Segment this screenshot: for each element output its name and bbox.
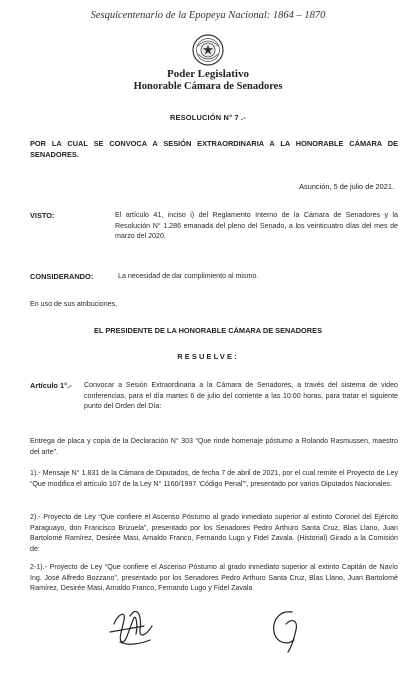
resolution-date: Asunción, 5 de julio de 2021. [299, 182, 394, 191]
considerando-label: CONSIDERANDO: [30, 272, 94, 281]
article-1-label: Artículo 1°.- [30, 381, 72, 390]
visto-label: VISTO: [30, 211, 55, 220]
agenda-item: Entrega de placa y copia de la Declaración N° 303 “Que rinde homenaje póstumo a Rolando Rasmussen, maestro del arte”. [30, 437, 398, 456]
agenda-item: 2-1).- Proyecto de Ley “Que confiere el Ascenso Póstumo al grado inmediato superior al extinto Capitán de Navío Ing. José Alfredo Bozzano”, presentado por los Senadores Pedro Arthuro Santa Cruz, Blas Llano, Juan Bartolomé Ramírez, Desirée Masi, Arnaldo Franco, Fernando Lugo y Fidel Zavala [30, 563, 398, 593]
signature-right [262, 604, 312, 656]
agenda-item: 1).- Mensaje N° 1.831 de la Cámara de Diputados, de fecha 7 de abril de 2021, por el cual remite el Proyecto de Ley “Que modifica el artículo 107 de la Ley N° 1160/1997 ‘Código Penal’”, presentado por varios Diputados Nacionales. [30, 469, 398, 488]
resuelve-heading: RESUELVE: [177, 352, 239, 361]
president-heading: EL PRESIDENTE DE LA HONORABLE CÁMARA DE SENADORES [93, 326, 323, 335]
article-1-text: Convocar a Sesión Extraordinaria a la Cámara de Senadores, a través del sistema de video conferencias, para el día martes 6 de julio del corriente a las 10:00 horas, para tratar el siguiente punto del Orden del Día: [84, 381, 398, 411]
sesquicentennial-motto: Sesquicentenario de la Epopeya Nacional: 1864 – 1870 [90, 10, 326, 21]
resolution-number: RESOLUCIÓN N° 7 .- [170, 113, 246, 122]
attributions-text: En uso de sus atribuciones, [30, 300, 118, 308]
resolution-subject: POR LA CUAL SE CONVOCA A SESIÓN EXTRAORDINARIA A LA HONORABLE CÁMARA DE SENADORES. [30, 139, 398, 159]
considerando-text: La necesidad de dar cumplimiento al mismo. [118, 272, 259, 280]
institution-subtitle: Honorable Cámara de Senadores [133, 81, 283, 92]
institution-title: Poder Legislativo [167, 68, 249, 80]
national-seal-icon [192, 34, 224, 66]
agenda-item: 2).- Proyecto de Ley “Que confiere el Ascenso Póstumo al grado inmediato superior al extinto Coronel del Ejército Paraguayo, don Francisco Brizuela”, presentado por los Senadores Pedro Arthuro Santa Cruz, Blas Llano, Juan Bartolomé Ramírez, Desirée Masi, Arnaldo Franco, Fernando Lugo y Fidel Zavala. (Historial) Girado a la Comisión de: [30, 513, 398, 553]
visto-text: El artículo 41, inciso i) del Reglamento Interno de la Cámara de Senadores y la Resolución N° 1.286 emanada del pleno del Senado, a los veinticuatro días del mes de marzo del 2020. [115, 211, 398, 241]
signature-left [100, 596, 180, 656]
